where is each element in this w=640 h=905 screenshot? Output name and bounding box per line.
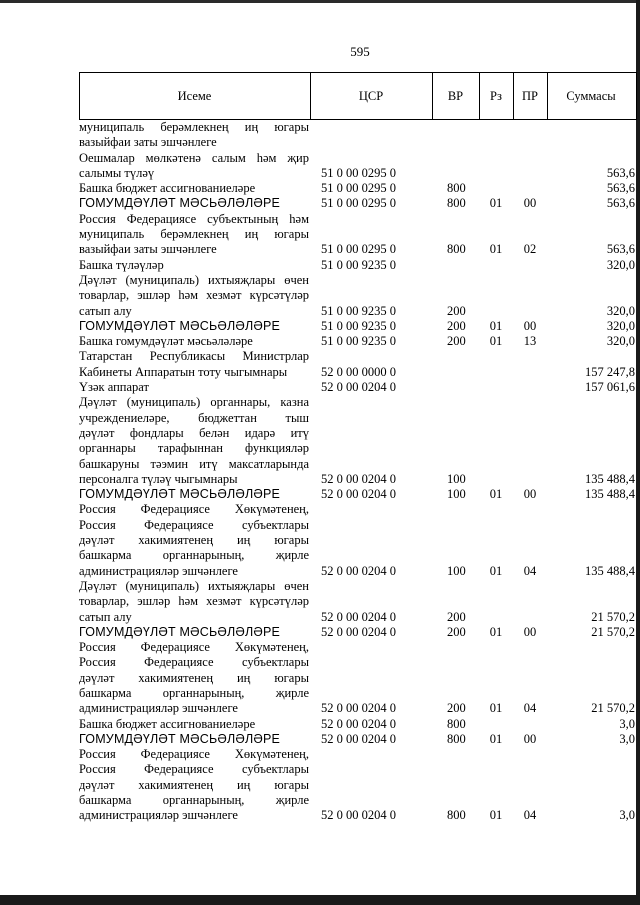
row-rz: 01	[489, 808, 503, 823]
row-csr: 51 0 00 9235 0	[321, 318, 396, 333]
table-row	[79, 349, 637, 380]
row-sum: 563,6	[606, 181, 635, 196]
table-row	[79, 717, 637, 732]
row-csr: 52 0 00 0204 0	[321, 716, 396, 731]
row-sum: 157 247,8	[585, 364, 635, 379]
row-vr: 100	[447, 487, 466, 502]
row-rz: 01	[489, 701, 503, 716]
table-row	[79, 181, 637, 196]
row-vr: 800	[447, 808, 466, 823]
row-name-line: ГОМУМДӘҮЛӘТ МӘСЬӘЛӘЛӘРЕ	[79, 487, 281, 502]
row-csr: 52 0 00 0204 0	[321, 487, 396, 502]
row-sum: 3,0	[619, 808, 635, 823]
row-rz: 01	[489, 624, 503, 639]
row-sum: 21 570,2	[591, 701, 635, 716]
row-name	[79, 258, 309, 273]
row-name-line: Башка бюджет ассигнованиеләре	[79, 716, 256, 731]
row-rz: 01	[489, 487, 503, 502]
table-row	[79, 212, 637, 258]
table-row	[79, 380, 637, 395]
table-row	[79, 579, 637, 625]
row-name	[79, 380, 309, 395]
row-pr: 04	[523, 701, 537, 716]
row-name-line: Кабинеты Аппаратын тоту чыгымнары	[79, 364, 288, 379]
row-name-line: башкарма органнарының, җирле	[79, 548, 309, 563]
row-name	[79, 196, 309, 211]
row-sum: 21 570,2	[591, 609, 635, 624]
table-row	[79, 120, 637, 151]
row-pr: 04	[523, 808, 537, 823]
row-name-line: Россия Федерациясе Хөкүмәтенең,	[79, 502, 309, 517]
row-name-line: вазыйфаи заты эшчәнлеге	[79, 242, 217, 257]
row-name-line: ГОМУМДӘҮЛӘТ МӘСЬӘЛӘЛӘРЕ	[79, 318, 281, 333]
row-name-line: сатып алу	[79, 609, 132, 624]
row-name-line: Башка түләүләр	[79, 257, 164, 272]
row-name-line: администрацияләр эшчәнлеге	[79, 808, 238, 823]
row-name-line: администрацияләр эшчәнлеге	[79, 563, 238, 578]
row-vr: 200	[447, 334, 466, 349]
row-sum: 320,0	[606, 334, 635, 349]
row-csr: 51 0 00 9235 0	[321, 257, 396, 272]
table-row	[79, 319, 637, 334]
row-name	[79, 732, 309, 747]
row-pr: 00	[523, 624, 537, 639]
row-name	[79, 747, 309, 823]
header-vr: ВР	[447, 89, 464, 103]
row-csr: 52 0 00 0204 0	[321, 731, 396, 746]
header-name: Исеме	[177, 89, 212, 103]
row-csr: 51 0 00 9235 0	[321, 303, 396, 318]
row-name-line: муниципаль берәмлекнең иң югары	[79, 227, 309, 242]
table-row	[79, 640, 637, 716]
row-name	[79, 579, 309, 625]
row-vr: 800	[447, 731, 466, 746]
row-vr: 200	[447, 303, 466, 318]
row-vr: 800	[447, 242, 466, 257]
row-rz: 01	[489, 242, 503, 257]
table-row	[79, 258, 637, 273]
row-name-line: Дәүләт (муниципаль) ихтыяҗлары өчен	[79, 578, 309, 593]
row-name	[79, 120, 309, 151]
row-vr: 200	[447, 609, 466, 624]
header-csr: ЦСР	[358, 89, 384, 103]
row-name	[79, 717, 309, 732]
table-row	[79, 502, 637, 578]
row-pr: 00	[523, 318, 537, 333]
row-csr: 52 0 00 0204 0	[321, 380, 396, 395]
row-name-line: Россия Федерациясе Хөкүмәтенең,	[79, 747, 309, 762]
row-name	[79, 273, 309, 319]
row-pr: 00	[523, 731, 537, 746]
row-name	[79, 212, 309, 258]
row-csr: 52 0 00 0000 0	[321, 364, 396, 379]
row-name-line: учреждениеләре, бюджеттан тыш	[79, 410, 309, 425]
row-csr: 52 0 00 0204 0	[321, 808, 396, 823]
row-pr: 00	[523, 487, 537, 502]
row-csr: 52 0 00 0204 0	[321, 609, 396, 624]
table-row	[79, 196, 637, 211]
header-pr: ПР	[522, 89, 538, 103]
row-name-line: Үзәк аппарат	[79, 380, 149, 395]
row-vr: 100	[447, 563, 466, 578]
row-name	[79, 395, 309, 487]
row-name-line: дәүләт хакимиятенең иң югары	[79, 777, 309, 792]
row-rz: 01	[489, 196, 503, 211]
row-name-line: Дәүләт (муниципаль) органнары, казна	[79, 395, 309, 410]
row-name-line: дәүләт фондлары белән идарә итү	[79, 425, 309, 440]
table-row	[79, 151, 637, 182]
table-row	[79, 747, 637, 823]
row-name-line: Россия Федерациясе субъектлары	[79, 762, 309, 777]
row-csr: 51 0 00 0295 0	[321, 196, 396, 211]
row-name-line: Татарстан Республикасы Министрлар	[79, 349, 309, 364]
row-name-line: персоналга түләү чыгымнары	[79, 471, 238, 486]
table-row	[79, 625, 637, 640]
row-vr: 200	[447, 624, 466, 639]
row-vr: 800	[447, 196, 466, 211]
row-sum: 563,6	[606, 242, 635, 257]
row-name-line: товарлар, эшләр һәм хезмәт күрсәтүләр	[79, 288, 309, 303]
row-sum: 3,0	[619, 731, 635, 746]
row-pr: 02	[523, 242, 537, 257]
table-row	[79, 395, 637, 487]
row-name-line: Башка гомумдәүләт мәсьәләләре	[79, 334, 253, 349]
row-name-line: башкарма органнарының, җирле	[79, 793, 309, 808]
row-sum: 320,0	[606, 318, 635, 333]
row-csr: 51 0 00 9235 0	[321, 334, 396, 349]
row-name-line: муниципаль берәмлекнең иң югары	[79, 120, 309, 134]
page-edge-top	[0, 0, 640, 3]
row-name-line: Дәүләт (муниципаль) ихтыяҗлары өчен	[79, 272, 309, 287]
page-edge-bottom	[0, 895, 640, 905]
row-vr: 200	[447, 701, 466, 716]
row-name	[79, 181, 309, 196]
row-name-line: органнары тарафыннан функцияләр	[79, 441, 309, 456]
row-name-line: ГОМУМДӘҮЛӘТ МӘСЬӘЛӘЛӘРЕ	[79, 196, 281, 211]
table-row	[79, 273, 637, 319]
row-csr: 52 0 00 0204 0	[321, 624, 396, 639]
row-sum: 135 488,4	[585, 487, 635, 502]
row-name-line: Россия Федерациясе субъектлары	[79, 517, 309, 532]
table-row	[79, 334, 637, 349]
header-sum: Суммасы	[566, 89, 616, 103]
row-name	[79, 625, 309, 640]
row-sum: 135 488,4	[585, 563, 635, 578]
row-name-line: Башка бюджет ассигнованиеләре	[79, 181, 256, 196]
row-name-line: салымы түләү	[79, 165, 155, 180]
table-row	[79, 732, 637, 747]
row-name	[79, 487, 309, 502]
row-vr: 200	[447, 318, 466, 333]
row-name-line: Россия Федерациясе субъектлары	[79, 655, 309, 670]
row-name	[79, 640, 309, 716]
row-pr: 04	[523, 563, 537, 578]
row-vr: 100	[447, 471, 466, 486]
row-name-line: дәүләт хакимиятенең иң югары	[79, 670, 309, 685]
row-name	[79, 319, 309, 334]
row-rz: 01	[489, 563, 503, 578]
row-name-line: ГОМУМДӘҮЛӘТ МӘСЬӘЛӘЛӘРЕ	[79, 731, 281, 746]
row-csr: 52 0 00 0204 0	[321, 471, 396, 486]
row-name	[79, 502, 309, 578]
row-sum: 135 488,4	[585, 471, 635, 486]
row-csr: 51 0 00 0295 0	[321, 181, 396, 196]
row-csr: 51 0 00 0295 0	[321, 165, 396, 180]
row-sum: 21 570,2	[591, 624, 635, 639]
row-name-line: дәүләт хакимиятенең иң югары	[79, 533, 309, 548]
table-row	[79, 487, 637, 502]
row-name-line: Россия Федерациясе субъектының һәм	[79, 211, 309, 226]
row-pr: 00	[523, 196, 537, 211]
row-csr: 51 0 00 0295 0	[321, 242, 396, 257]
row-name-line: ГОМУМДӘҮЛӘТ МӘСЬӘЛӘЛӘРЕ	[79, 624, 281, 639]
row-sum: 563,6	[606, 196, 635, 211]
row-sum: 3,0	[619, 716, 635, 731]
row-name-line: башкарма органнарының, җирле	[79, 685, 309, 700]
row-name-line: Оешмалар мөлкәтенә салым һәм җир	[79, 150, 309, 165]
row-name	[79, 349, 309, 380]
table-body	[79, 120, 637, 824]
table-header	[79, 72, 637, 120]
row-name-line: вазыйфаи заты эшчәнлеге	[79, 135, 217, 150]
page-number: 595	[350, 44, 370, 59]
row-vr: 800	[447, 181, 466, 196]
row-csr: 52 0 00 0204 0	[321, 701, 396, 716]
row-name-line: Россия Федерациясе Хөкүмәтенең,	[79, 640, 309, 655]
row-rz: 01	[489, 731, 503, 746]
row-name-line: башкаруны тәэмин итү максатларында	[79, 456, 309, 471]
row-name	[79, 151, 309, 182]
row-sum: 157 061,6	[585, 380, 635, 395]
row-sum: 320,0	[606, 257, 635, 272]
row-name	[79, 334, 309, 349]
row-name-line: товарлар, эшләр һәм хезмәт күрсәтүләр	[79, 594, 309, 609]
row-sum: 563,6	[606, 165, 635, 180]
row-name-line: администрацияләр эшчәнлеге	[79, 701, 238, 716]
row-csr: 52 0 00 0204 0	[321, 563, 396, 578]
row-rz: 01	[489, 318, 503, 333]
header-rz: Рз	[490, 89, 502, 103]
row-name-line: сатып алу	[79, 303, 132, 318]
row-pr: 13	[523, 334, 537, 349]
row-sum: 320,0	[606, 303, 635, 318]
row-vr: 800	[447, 716, 466, 731]
row-rz: 01	[489, 334, 503, 349]
